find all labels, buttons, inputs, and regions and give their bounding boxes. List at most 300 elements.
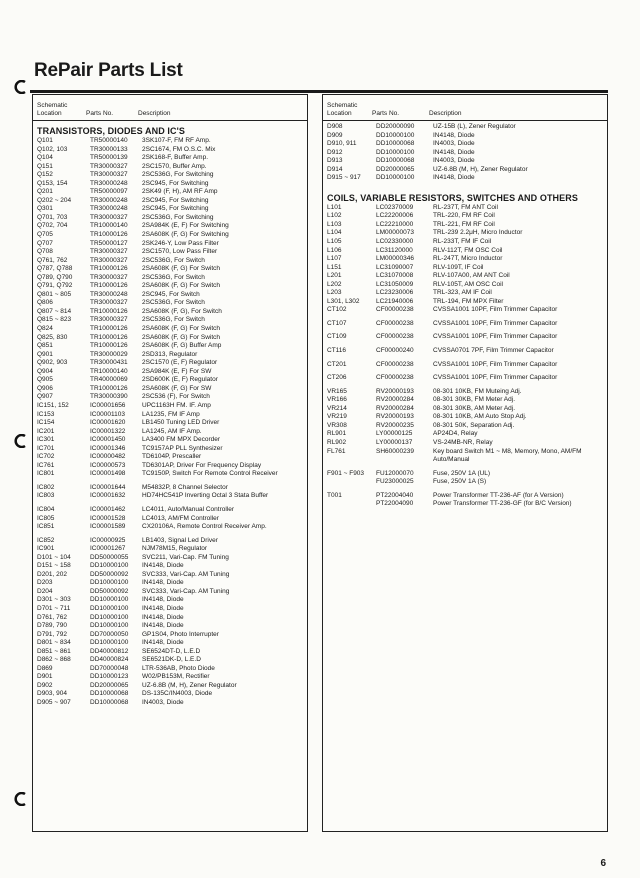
description-cell: 2SA608K (F, G) For Switch (142, 282, 221, 290)
table-row (327, 470, 607, 479)
parts-no-cell: LC31120000 (376, 246, 413, 254)
description-cell: 2SA984K (E, F) For SW (142, 367, 212, 375)
description-cell: 08-301 30KB, FM Meter Adj. (433, 396, 516, 404)
table-row (327, 238, 607, 247)
location-cell: T001 (327, 491, 342, 499)
parts-no-cell: TR30000327 (90, 273, 128, 281)
parts-no-cell: DD10000100 (376, 174, 415, 182)
location-cell: L103 (327, 220, 342, 228)
table-row (37, 222, 307, 231)
location-cell: D912 (327, 148, 343, 156)
description-cell: Fuse, 250V 1A (UL) (433, 469, 491, 477)
table-row (327, 247, 607, 256)
description-cell: IN4148, Diode (142, 562, 184, 570)
parts-no-cell: PT22004040 (376, 491, 414, 499)
table-row (37, 631, 307, 640)
description-cell: 2SA608K (F, G) For Switch (142, 325, 221, 333)
table-row (37, 484, 307, 493)
parts-no-cell: TR10000126 (90, 384, 128, 392)
description-cell: 2SA608K (F, G) For SW (142, 384, 212, 392)
description-cell: LB1403, Signal Led Driver (142, 536, 218, 544)
parts-no-cell: TR30000029 (90, 350, 128, 358)
location-cell: F901 ~ F903 (327, 469, 365, 477)
parts-no-cell: CF00000240 (376, 347, 414, 355)
description-cell: 08-301 50K, Separation Adj. (433, 421, 515, 429)
location-cell: D761, 762 (37, 613, 67, 621)
table-row (327, 229, 607, 238)
description-cell: 08-301 30KB, AM Meter Adj. (433, 404, 516, 412)
parts-no-cell: IC00000573 (90, 461, 126, 469)
description-cell: 2SC536G, For Switch (142, 273, 205, 281)
table-row (37, 171, 307, 180)
description-cell: CVSSA1001 10PF, Film Trimmer Capacitor (433, 306, 558, 314)
parts-no-cell: TR10000140 (90, 222, 128, 230)
parts-no-cell: TR30000327 (90, 213, 128, 221)
table-row (37, 146, 307, 155)
location-cell: VR166 (327, 396, 347, 404)
table-row (327, 149, 607, 158)
description-cell: 2SC1674, FM O.S.C. Mix (142, 145, 216, 153)
table-row (37, 180, 307, 189)
right-rows-top (327, 123, 607, 183)
description-cell: GP1S04, Photo Interrupter (142, 630, 219, 638)
table-row (327, 388, 607, 397)
description-cell: TC9150P, Switch For Remote Control Receiver (142, 470, 278, 478)
description-cell: TRL-323, AM IF Coil (433, 289, 492, 297)
parts-no-cell: IC00001644 (90, 483, 126, 491)
parts-no-cell: DD10000068 (376, 157, 415, 165)
parts-no-cell: IC00001528 (90, 514, 126, 522)
description-cell: RLV-109T, IF Coil (433, 263, 484, 271)
description-cell: Key board Switch M1 ~ M8, Memory, Mono, AM/FM Auto/Manual (433, 447, 582, 464)
parts-no-cell: TR30000327 (90, 162, 128, 170)
parts-no-cell: TR30000327 (90, 256, 128, 264)
location-cell: VR219 (327, 413, 347, 421)
location-cell: Q815 ~ 823 (37, 316, 72, 324)
location-cell: CT116 (327, 347, 347, 355)
description-cell: TRL-239 2.2μH, Micro Inductor (433, 229, 523, 237)
description-cell: LA1235, FM IF Amp (142, 410, 200, 418)
table-row (37, 682, 307, 691)
location-cell: IC702 (37, 453, 55, 461)
table-row (37, 506, 307, 515)
table-row (37, 462, 307, 471)
table-row (327, 422, 607, 431)
description-cell: 2SK49 (F, H), AM RF Amp (142, 188, 218, 196)
location-cell (327, 478, 376, 487)
table-row (327, 405, 607, 414)
parts-no-cell: TR10000126 (90, 333, 128, 341)
location-cell: CT201 (327, 360, 347, 368)
description-cell: DS-135C/IN4003, Diode (142, 690, 213, 698)
location-cell: L106 (327, 246, 342, 254)
parts-no-cell: TR30000327 (90, 248, 128, 256)
binder-hole-icon (14, 434, 28, 448)
description-cell: AP24D4, Relay (433, 430, 478, 438)
parts-no-cell: DD20000065 (90, 681, 129, 689)
table-row (37, 699, 307, 708)
location-cell: Q301 (37, 205, 53, 213)
parts-no-cell: IC00000482 (90, 453, 126, 461)
description-cell: TRL-221, FM RF Coil (433, 220, 495, 228)
table-row (37, 368, 307, 377)
table-row (37, 545, 307, 554)
table-row (37, 231, 307, 240)
description-cell: CVSSA1001 10PF, Film Trimmer Capacitor (433, 319, 558, 327)
header-description: Description (138, 109, 171, 117)
parts-no-cell: DD50000092 (90, 570, 129, 578)
description-cell: 2SK168-F, Buffer Amp. (142, 154, 208, 162)
parts-no-cell: LM00000073 (376, 229, 414, 237)
table-row (327, 492, 607, 501)
description-cell: UPC1163H FM. IF. Amp (142, 401, 211, 409)
location-cell: Q904 (37, 367, 53, 375)
parts-no-cell: RV20000284 (376, 396, 414, 404)
table-row (37, 334, 307, 343)
parts-no-cell: TR30000327 (90, 316, 128, 324)
description-cell: IN4148, Diode (433, 174, 475, 182)
description-cell: UZ-15B (L), Zener Regulator (433, 123, 516, 130)
location-cell: D903, 904 (37, 690, 67, 698)
location-cell: D791, 792 (37, 630, 67, 638)
description-cell: 2SC536G, For Switch (142, 299, 205, 307)
location-cell: D910, 911 (327, 140, 357, 148)
parts-no-cell: PT22004090 (376, 500, 414, 508)
location-cell: VR214 (327, 404, 347, 412)
parts-no-cell: CF00000238 (376, 319, 414, 327)
parts-no-cell: TR30000248 (90, 205, 128, 213)
table-row (327, 221, 607, 230)
description-cell: LB1450 Tuning LED Driver (142, 419, 220, 427)
description-cell: CVSSA1001 10PF, Film Trimmer Capacitor (433, 360, 558, 368)
description-cell: 3SK107-F, FM RF Amp. (142, 137, 211, 144)
parts-no-cell: DD40000812 (90, 647, 129, 655)
description-cell: CVSSA0701 7PF, Film Trimmer Capacitor (433, 347, 554, 355)
table-row (327, 264, 607, 273)
location-cell: Q801 ~ 805 (37, 290, 72, 298)
table-row (37, 588, 307, 597)
location-cell: IC852 (37, 536, 55, 544)
table-row (37, 402, 307, 411)
location-cell: Q851 (37, 342, 53, 350)
location-cell: Q201 (37, 188, 53, 196)
parts-no-cell: TR30000327 (90, 171, 128, 179)
description-cell: 2SA608K (F, G), For Switch (142, 307, 222, 315)
description-cell: IN4148, Diode (142, 613, 184, 621)
table-row (327, 500, 607, 509)
table-row (37, 393, 307, 402)
location-cell: VR165 (327, 387, 347, 395)
parts-no-cell: DD40000824 (90, 656, 129, 664)
header-description: Description (429, 109, 462, 117)
table-row (37, 351, 307, 360)
table-row (327, 174, 607, 183)
location-cell: CT107 (327, 319, 347, 327)
description-cell: LA1245, AM IF Amp. (142, 427, 202, 435)
description-cell: LTR-536AB, Photo Diode (142, 664, 215, 672)
table-header (323, 95, 607, 121)
location-cell: Q906 (37, 384, 53, 392)
table-row (327, 289, 607, 298)
description-cell: Power Transformer TT-236-AF (for A Version) (433, 491, 564, 499)
description-cell: SVC333, Vari-Cap. AM Tuning (142, 587, 230, 595)
parts-no-cell: DD10000100 (90, 596, 129, 604)
location-cell: Q791, Q792 (37, 282, 73, 290)
location-cell: D909 (327, 131, 343, 139)
description-cell: 2SC945, For Switch (142, 290, 200, 298)
description-cell: TD6301AP, Driver For Frequency Display (142, 461, 262, 469)
table-row (37, 342, 307, 351)
location-cell: Q807 ~ 814 (37, 307, 72, 315)
parts-no-cell: RV20000284 (376, 404, 414, 412)
description-cell: 2SC536G, For Switch (142, 256, 205, 264)
parts-no-cell: DD10000100 (90, 604, 129, 612)
parts-no-cell: TR10000140 (90, 367, 128, 375)
description-cell: SE6521DK-D, L.E.D (142, 656, 201, 664)
parts-no-cell: CF00000238 (376, 360, 414, 368)
parts-no-cell: TR10000126 (90, 265, 128, 273)
description-cell: IN4003, Diode (433, 140, 475, 148)
description-cell: M54832P, 8 Channel Selector (142, 483, 228, 491)
table-row (37, 359, 307, 368)
table-row (327, 166, 607, 175)
location-cell: Q152 (37, 171, 53, 179)
location-cell: IC153 (37, 410, 55, 418)
parts-no-cell: IC00001656 (90, 401, 126, 409)
location-cell: IC805 (37, 514, 55, 522)
description-cell: Power Transformer TT-236-GF (for B/C Version) (433, 500, 572, 508)
table-row (327, 212, 607, 221)
parts-no-cell: IC00001462 (90, 505, 126, 513)
location-cell: D789, 790 (37, 622, 67, 630)
table-row (37, 265, 307, 274)
table-row (327, 281, 607, 290)
description-cell: 2SK246-Y, Low Pass Filter (142, 239, 219, 247)
table-row (327, 396, 607, 405)
section-title: COILS, VARIABLE RESISTORS, SWITCHES AND OTHERS (327, 192, 578, 203)
table-row (37, 596, 307, 605)
header-parts-no: Parts No. (86, 109, 114, 117)
location-cell: D701 ~ 711 (37, 604, 71, 612)
description-cell: 2SA608K (F, G) For Switch (142, 265, 221, 273)
location-cell: Q701, 703 (37, 213, 68, 221)
location-cell: D902 (37, 681, 53, 689)
header-location: Schematic Location (327, 102, 358, 117)
location-cell: IC151, 152 (37, 401, 69, 409)
title-rule (30, 90, 608, 93)
location-cell: RL902 (327, 438, 347, 446)
parts-no-cell: TR50000127 (90, 239, 128, 247)
location-cell: D862 ~ 868 (37, 656, 71, 664)
table-row (327, 140, 607, 149)
parts-no-cell: IC00001498 (90, 470, 126, 478)
location-cell: Q761, 762 (37, 256, 68, 264)
location-cell: Q901 (37, 350, 53, 358)
table-row (37, 282, 307, 291)
description-cell: 2SD313, Regulator (142, 350, 198, 358)
location-cell: Q153, 154 (37, 179, 68, 187)
parts-no-cell: FU23000025 (376, 478, 414, 486)
table-row (37, 445, 307, 454)
table-row (37, 154, 307, 163)
description-cell: 08-301 10KB, AM Auto Stop Adj. (433, 413, 527, 421)
table-row (37, 240, 307, 249)
location-cell: Q787, Q788 (37, 265, 73, 273)
description-cell: RLV-112T, FM OSC Coil (433, 246, 503, 254)
location-cell: D801 ~ 834 (37, 639, 71, 647)
description-cell: 2SC945, For Switching (142, 196, 209, 204)
location-cell: D901 (37, 673, 53, 681)
parts-no-cell: DD10000100 (90, 579, 129, 587)
location-cell: L202 (327, 280, 342, 288)
parts-no-cell: TR10000126 (90, 231, 128, 239)
description-cell: IN4148, Diode (433, 148, 475, 156)
parts-no-cell: IC00001346 (90, 444, 126, 452)
parts-no-cell: IC00001450 (90, 436, 126, 444)
location-cell: Q902, 903 (37, 359, 68, 367)
description-cell: 2SA608K (F, G) Buffer Amp (142, 342, 222, 350)
location-cell: L151 (327, 263, 342, 271)
parts-no-cell: FU12000070 (376, 469, 414, 477)
description-cell: CX20106A, Remote Control Receiver Amp. (142, 523, 267, 531)
parts-no-cell: DD10000100 (90, 639, 129, 647)
table-row (327, 361, 607, 370)
description-cell: RLV-107A00, AM ANT Coil (433, 272, 510, 280)
location-cell: D913 (327, 157, 343, 165)
description-cell: VS-24MB-NR, Relay (433, 438, 493, 446)
location-cell: RL901 (327, 430, 347, 438)
location-cell: L203 (327, 289, 342, 297)
parts-no-cell: TR50000139 (90, 154, 128, 162)
table-row (327, 478, 607, 487)
location-cell: IC801 (37, 470, 55, 478)
description-cell: 2SC536 (F), For Switch (142, 393, 210, 401)
parts-no-cell: IC00001632 (90, 492, 126, 500)
location-cell: L107 (327, 255, 342, 263)
description-cell: LA3400 FM MPX Decorder (142, 436, 221, 444)
parts-no-cell: TR10000126 (90, 307, 128, 315)
description-cell: IN4148, Diode (142, 604, 184, 612)
description-cell: SE6524DT-D, L.E.D (142, 647, 201, 655)
description-cell: IN4148, Diode (142, 622, 184, 630)
parts-no-cell: TR50000140 (90, 137, 128, 144)
parts-no-cell: TR30000133 (90, 145, 128, 153)
parts-no-cell: TR30000390 (90, 393, 128, 401)
parts-no-cell: DD10000068 (90, 699, 129, 706)
location-cell: IC301 (37, 436, 55, 444)
parts-no-cell: CF00000238 (376, 374, 414, 382)
description-cell: 2SA608K (F, G) For Switching (142, 231, 229, 239)
header-parts-no: Parts No. (372, 109, 400, 117)
location-cell: D203 (37, 579, 53, 587)
table-row (37, 554, 307, 563)
parts-no-cell: TR10000126 (90, 342, 128, 350)
location-cell: Q824 (37, 325, 53, 333)
location-cell: Q702, 704 (37, 222, 68, 230)
parts-no-cell: CF00000238 (376, 333, 414, 341)
table-row (37, 291, 307, 300)
parts-no-cell: SH60000239 (376, 447, 414, 455)
location-cell: CT109 (327, 333, 347, 341)
description-cell: 2SC536G, For Switch (142, 316, 205, 324)
location-cell: Q104 (37, 154, 53, 162)
parts-no-cell: DD10000100 (90, 622, 129, 630)
parts-no-cell: DD20000090 (376, 123, 415, 130)
table-row (327, 439, 607, 448)
parts-no-cell: DD20000065 (376, 165, 415, 173)
table-row (37, 571, 307, 580)
table-row (327, 333, 607, 342)
description-cell: 2SC1570 (E, F) Regulator (142, 359, 218, 367)
parts-no-cell: DD10000100 (376, 131, 415, 139)
location-cell: FL761 (327, 447, 346, 455)
table-row (37, 214, 307, 223)
parts-no-cell: IC00001322 (90, 427, 126, 435)
table-row (37, 137, 307, 146)
location-cell: L102 (327, 212, 342, 220)
location-cell: Q789, Q790 (37, 273, 73, 281)
table-row (37, 673, 307, 682)
table-row (37, 428, 307, 437)
table-row (37, 325, 307, 334)
table-row (37, 385, 307, 394)
location-cell: L301, L302 (327, 297, 360, 305)
table-row (327, 374, 607, 383)
parts-no-cell: DD70000050 (90, 630, 129, 638)
table-row (37, 376, 307, 385)
parts-no-cell: LY00000125 (376, 430, 413, 438)
parts-no-cell: DD10000100 (90, 613, 129, 621)
location-cell: IC901 (37, 545, 55, 553)
binder-hole-icon (14, 792, 28, 806)
parts-no-cell: LY00000137 (376, 438, 413, 446)
description-cell: TD6104P, Prescaller (142, 453, 202, 461)
parts-no-cell: TR30000431 (90, 359, 128, 367)
table-row (37, 436, 307, 445)
location-cell: Q151 (37, 162, 53, 170)
description-cell: 2SC1570, Low Pass Filter (142, 248, 218, 256)
parts-no-cell: LC22200006 (376, 212, 414, 220)
parts-no-cell: TR50000097 (90, 188, 128, 196)
table-row (37, 537, 307, 546)
location-cell: D905 ~ 907 (37, 699, 71, 706)
description-cell: NJM78M15, Regulator (142, 545, 208, 553)
description-cell: 2SA608K (F, G) For Switch (142, 333, 221, 341)
parts-no-cell: TR10000126 (90, 282, 128, 290)
description-cell: TC9157AP PLL Synthesizer (142, 444, 223, 452)
location-cell: CT102 (327, 306, 347, 314)
description-cell: IN4003, Diode (142, 699, 184, 706)
description-cell: W02/PB153M, Rectifier (142, 673, 210, 681)
table-row (37, 188, 307, 197)
table-row (37, 163, 307, 172)
parts-no-cell: DD10000068 (376, 140, 415, 148)
location-cell: Q102, 103 (37, 145, 68, 153)
location-cell: Q708 (37, 248, 53, 256)
location-cell: D151 ~ 158 (37, 562, 71, 570)
parts-no-cell: LC23230006 (376, 289, 414, 297)
table-row (37, 639, 307, 648)
table-row (37, 308, 307, 317)
location-cell: IC802 (37, 483, 55, 491)
table-row (327, 204, 607, 213)
location-cell: D204 (37, 587, 53, 595)
table-row (327, 413, 607, 422)
location-cell: Q101 (37, 137, 53, 144)
location-cell: L101 (327, 203, 342, 211)
location-cell: Q905 (37, 376, 53, 384)
description-cell: 2SA984K (E, F) For Switching (142, 222, 229, 230)
